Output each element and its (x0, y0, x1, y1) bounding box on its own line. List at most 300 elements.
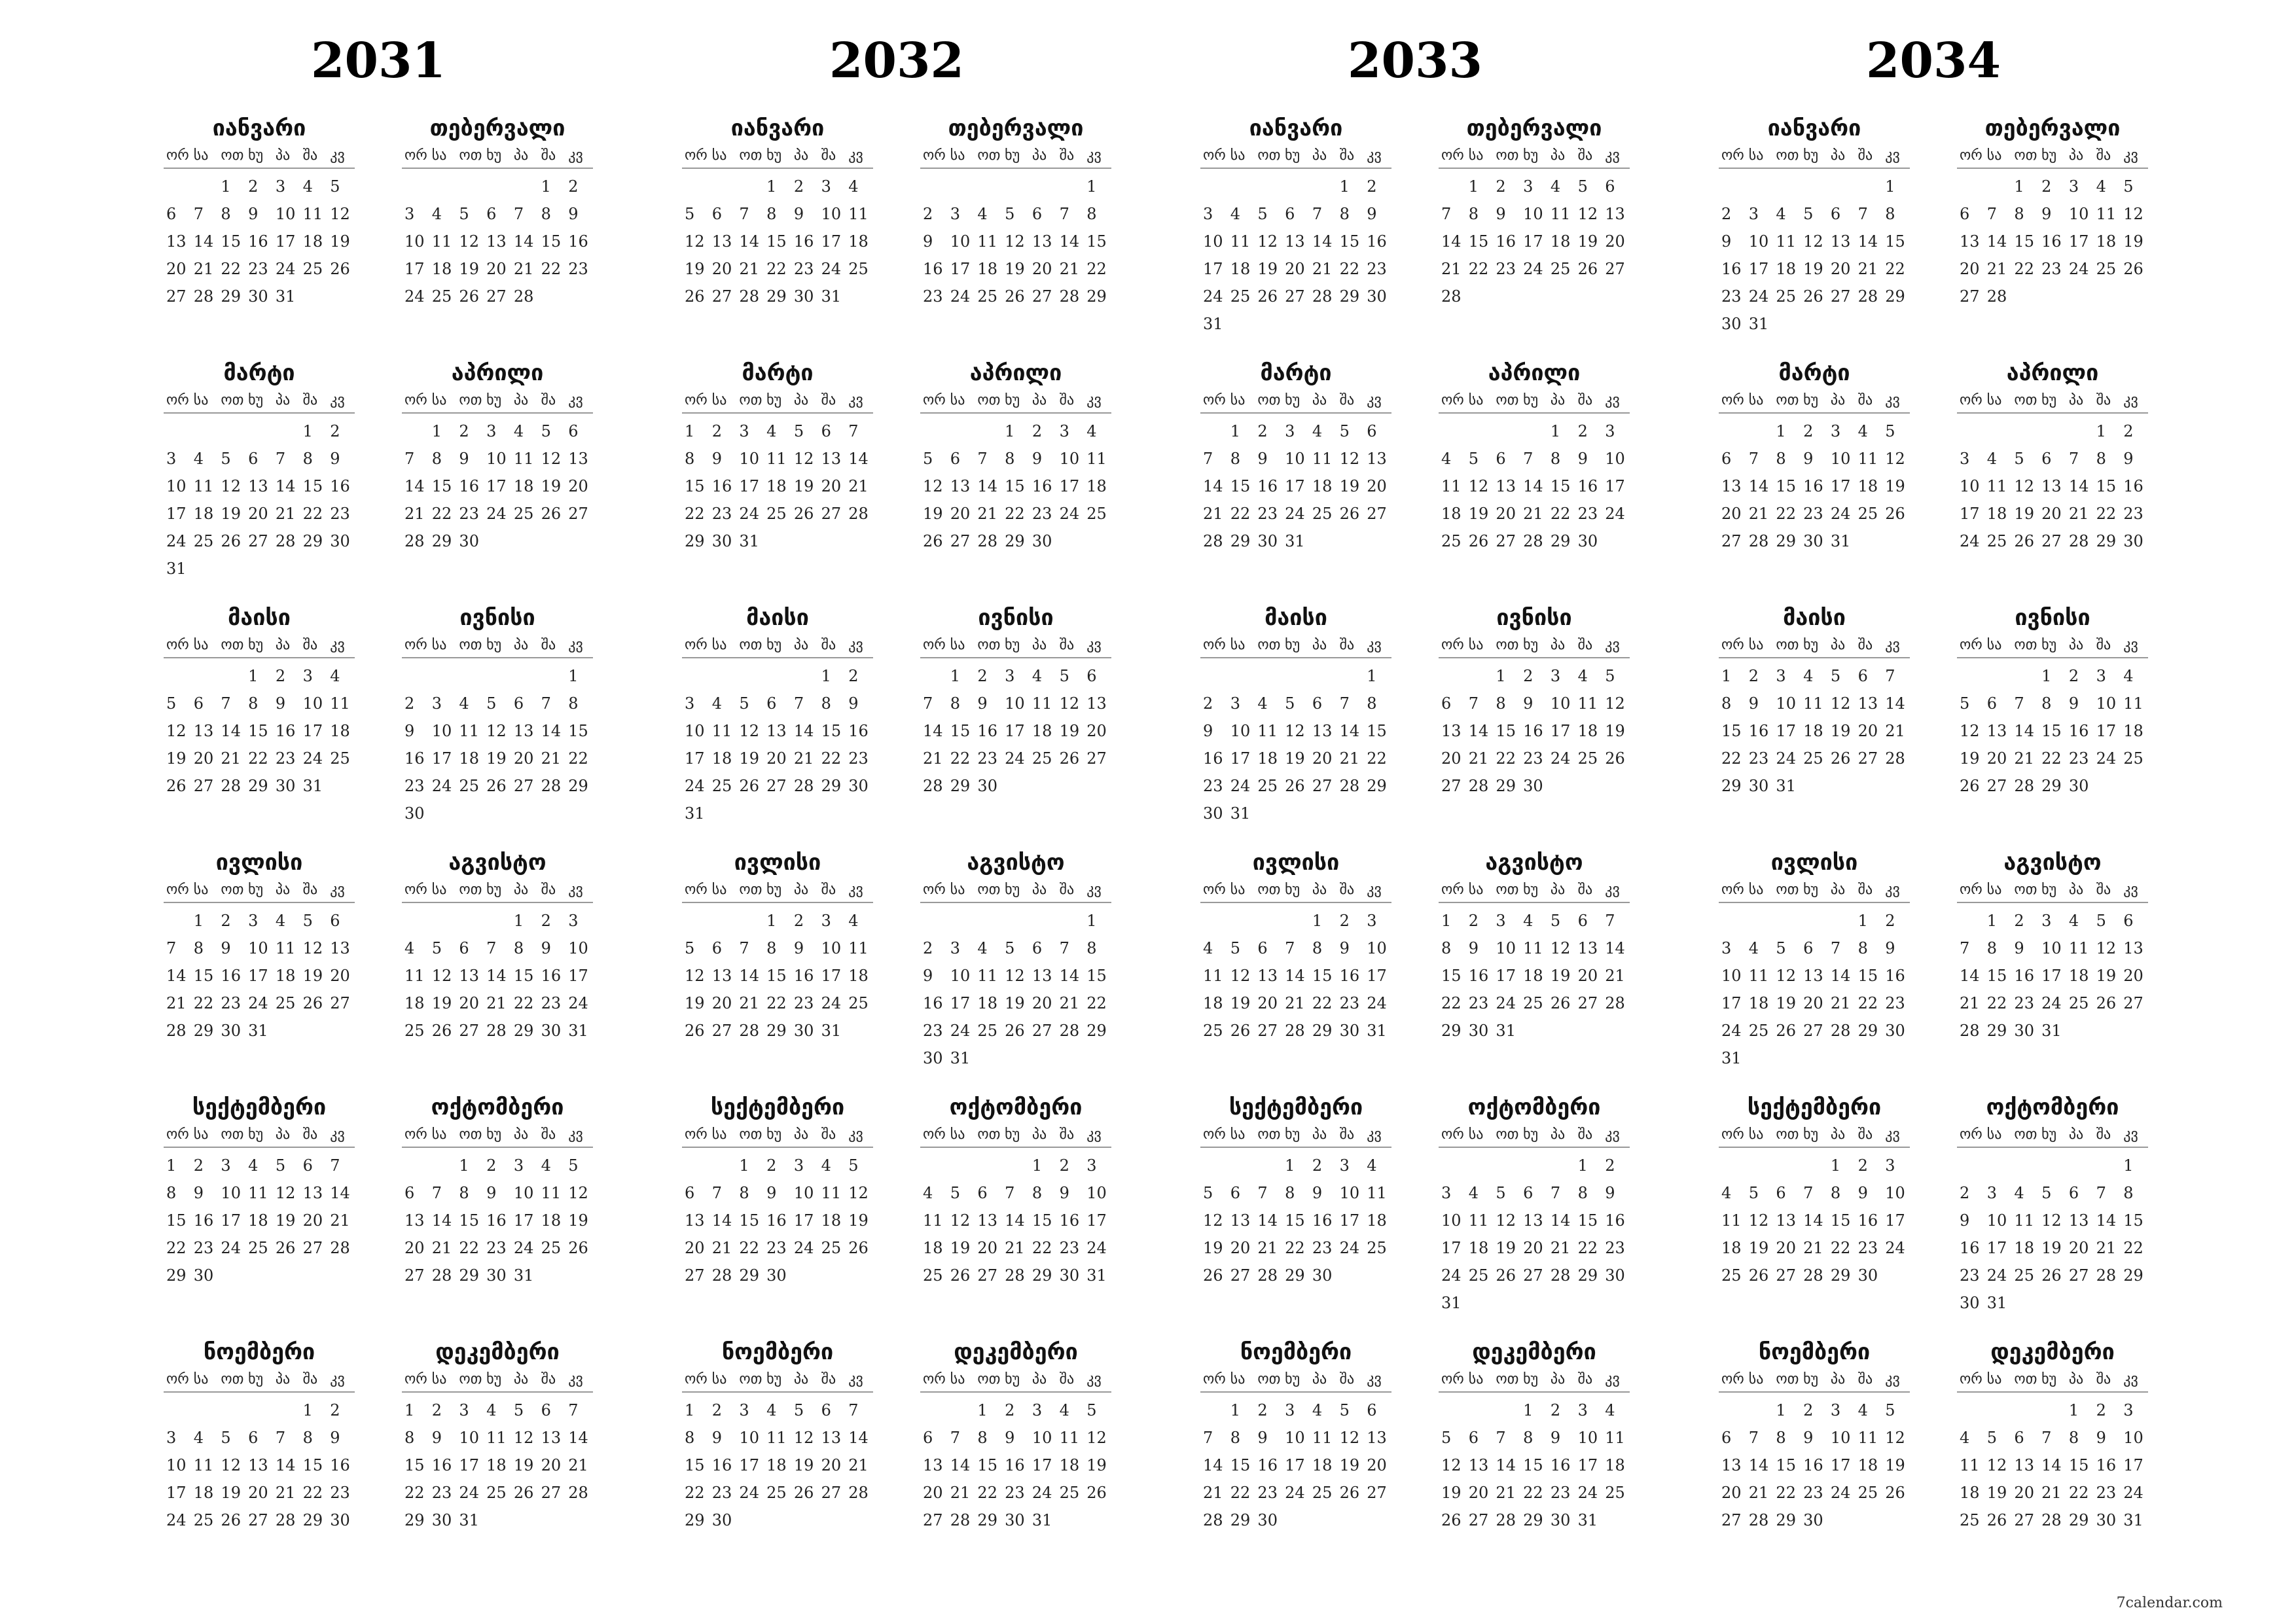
day-cell: 6 (1605, 177, 1615, 196)
day-cell: 24 (1960, 532, 1980, 550)
weekday-label: შა (821, 636, 836, 653)
day-cell: 4 (977, 939, 988, 957)
day-cell: 6 (1086, 667, 1097, 685)
month-name: ივლისი (734, 849, 821, 876)
weekday-label: კვ (2123, 1126, 2138, 1143)
day-cell: 15 (1550, 477, 1571, 495)
day-cell: 29 (2068, 1511, 2089, 1529)
day-cell: 18 (923, 1239, 943, 1257)
day-cell: 19 (302, 967, 323, 985)
day-cell: 26 (1468, 532, 1489, 550)
weekday-label: შა (1577, 147, 1593, 164)
month-name: სექტემბერი (710, 1094, 845, 1120)
weekday-label: შა (302, 391, 318, 408)
day-cell: 19 (2041, 1239, 2062, 1257)
day-grid (402, 1152, 593, 1289)
day-cell: 4 (977, 205, 988, 223)
day-cell: 23 (1468, 994, 1489, 1012)
day-cell: 20 (248, 1484, 268, 1502)
day-cell: 2 (1721, 205, 1732, 223)
month-block (1719, 603, 1910, 848)
day-cell: 26 (793, 505, 814, 523)
day-cell: 28 (1257, 1266, 1278, 1285)
day-cell: 1 (1441, 912, 1452, 930)
day-cell: 10 (248, 939, 268, 957)
day-cell: 3 (1986, 1184, 1997, 1202)
day-cell: 13 (166, 232, 187, 251)
day-cell: 30 (2123, 532, 2144, 550)
day-cell: 6 (950, 450, 960, 468)
day-cell: 21 (923, 749, 943, 768)
day-cell: 22 (1830, 1239, 1851, 1257)
day-cell: 25 (541, 1239, 562, 1257)
weekday-label: ხუ (1803, 147, 1819, 164)
day-cell: 22 (1086, 994, 1107, 1012)
day-cell: 14 (541, 722, 562, 740)
day-cell: 28 (1830, 1022, 1851, 1040)
months-grid (648, 114, 1145, 1582)
day-cell: 5 (1005, 939, 1015, 957)
day-cell: 10 (1577, 1429, 1598, 1447)
day-cell: 8 (1523, 1429, 1534, 1447)
day-cell: 27 (1960, 287, 1980, 306)
day-cell: 15 (431, 477, 452, 495)
weekday-label: ორ (1441, 636, 1464, 653)
weekday-label: შა (541, 391, 556, 408)
day-cell: 22 (1550, 505, 1571, 523)
weekday-label: ხუ (1523, 391, 1539, 408)
day-cell: 5 (950, 1184, 960, 1202)
day-cell: 27 (711, 1022, 732, 1040)
day-cell: 19 (1550, 967, 1571, 985)
weekday-header (1200, 632, 1391, 658)
weekday-label: სა (1986, 147, 2002, 164)
day-cell: 23 (1803, 505, 1823, 523)
day-cell: 19 (1605, 722, 1625, 740)
day-cell: 14 (2041, 1456, 2062, 1474)
day-cell: 14 (793, 722, 814, 740)
day-cell: 2 (248, 177, 259, 196)
day-cell: 19 (848, 1211, 869, 1230)
day-cell: 16 (1885, 967, 1905, 985)
month-block (164, 359, 355, 603)
day-cell: 2 (1367, 177, 1377, 196)
day-cell: 2 (1312, 1156, 1323, 1175)
weekday-label: პა (793, 1126, 809, 1143)
month-name: მაისი (1265, 605, 1327, 631)
day-cell: 1 (1496, 667, 1506, 685)
day-cell: 22 (766, 260, 787, 278)
day-cell: 26 (1803, 287, 1823, 306)
day-cell: 15 (1776, 1456, 1796, 1474)
day-cell: 2 (275, 667, 286, 685)
weekday-label: ოთ (977, 391, 1001, 408)
day-cell: 19 (221, 505, 241, 523)
day-cell: 26 (1986, 1511, 2007, 1529)
day-cell: 17 (1059, 477, 1080, 495)
day-cell: 16 (2014, 967, 2034, 985)
weekday-label: სა (193, 147, 209, 164)
day-cell: 27 (1857, 749, 1878, 768)
day-cell: 29 (1885, 287, 1905, 306)
day-cell: 24 (739, 1484, 759, 1502)
day-cell: 11 (541, 1184, 562, 1202)
day-cell: 4 (711, 694, 722, 713)
day-cell: 12 (568, 1184, 588, 1202)
day-cell: 29 (404, 1511, 425, 1529)
day-cell: 5 (1285, 694, 1295, 713)
day-cell: 25 (1960, 1511, 1980, 1529)
day-grid (1439, 662, 1630, 800)
month-block (1719, 114, 1910, 359)
day-cell: 27 (513, 777, 534, 795)
day-cell: 5 (1577, 177, 1588, 196)
day-cell: 9 (1721, 232, 1732, 251)
day-cell: 2 (1523, 667, 1534, 685)
weekday-header (1719, 877, 1910, 903)
day-cell: 23 (1257, 1484, 1278, 1502)
day-cell: 11 (923, 1211, 943, 1230)
day-cell: 14 (431, 1211, 452, 1230)
weekday-label: პა (1312, 1126, 1327, 1143)
day-cell: 26 (459, 287, 479, 306)
day-cell: 26 (1339, 1484, 1360, 1502)
day-cell: 27 (1257, 1022, 1278, 1040)
day-cell: 22 (1496, 749, 1516, 768)
day-cell: 19 (568, 1211, 588, 1230)
weekday-label: სა (950, 881, 965, 898)
day-cell: 27 (1285, 287, 1305, 306)
day-cell: 20 (404, 1239, 425, 1257)
weekday-label: სა (1230, 1126, 1246, 1143)
day-cell: 20 (766, 749, 787, 768)
weekday-label: კვ (848, 1370, 863, 1387)
day-cell: 14 (848, 450, 869, 468)
month-name: ნოემბერი (203, 1339, 315, 1365)
day-cell: 31 (950, 1049, 971, 1067)
day-cell: 21 (1960, 994, 1980, 1012)
day-cell: 28 (275, 1511, 296, 1529)
day-cell: 8 (766, 939, 777, 957)
day-cell: 16 (848, 722, 869, 740)
weekday-label: ხუ (766, 636, 782, 653)
day-cell: 18 (1203, 994, 1223, 1012)
day-cell: 6 (1830, 205, 1841, 223)
day-cell: 24 (221, 1239, 241, 1257)
day-grid (402, 418, 593, 555)
day-cell: 23 (1367, 260, 1387, 278)
day-cell: 30 (2014, 1022, 2034, 1040)
day-cell: 19 (2096, 967, 2117, 985)
day-cell: 1 (1339, 177, 1350, 196)
day-cell: 9 (1203, 722, 1213, 740)
day-cell: 29 (1285, 1266, 1305, 1285)
day-cell: 5 (1803, 205, 1814, 223)
day-cell: 8 (166, 1184, 177, 1202)
day-cell: 22 (685, 1484, 705, 1502)
day-cell: 9 (711, 1429, 722, 1447)
day-cell: 1 (1986, 912, 1997, 930)
day-cell: 17 (1441, 1239, 1462, 1257)
day-cell: 10 (302, 694, 323, 713)
year-title: 2033 (1348, 33, 1482, 89)
day-cell: 10 (685, 722, 705, 740)
day-cell: 18 (766, 477, 787, 495)
weekday-label: ორ (166, 636, 189, 653)
day-cell: 12 (1339, 1429, 1360, 1447)
day-cell: 10 (1441, 1211, 1462, 1230)
day-cell: 22 (950, 749, 971, 768)
day-grid (164, 173, 355, 310)
day-cell: 1 (685, 1401, 695, 1419)
day-cell: 28 (513, 287, 534, 306)
day-cell: 26 (221, 532, 241, 550)
month-block (164, 114, 355, 359)
day-cell: 25 (2068, 994, 2089, 1012)
weekday-label: კვ (1367, 1370, 1382, 1387)
months-grid (1685, 114, 2182, 1582)
weekday-label: ოთ (1496, 636, 1519, 653)
weekday-label: ოთ (1257, 147, 1281, 164)
month-name: ივნისი (978, 605, 1054, 631)
day-cell: 21 (193, 260, 214, 278)
day-cell: 25 (1257, 777, 1278, 795)
day-cell: 22 (766, 994, 787, 1012)
weekday-label: ხუ (766, 1126, 782, 1143)
day-cell: 28 (1496, 1511, 1516, 1529)
day-cell: 17 (221, 1211, 241, 1230)
day-grid (1200, 662, 1391, 827)
day-cell: 12 (1496, 1211, 1516, 1230)
day-grid (1719, 173, 1910, 338)
year-block-3 (1685, 31, 2182, 1582)
day-cell: 2 (2014, 912, 2024, 930)
day-cell: 3 (459, 1401, 469, 1419)
day-cell: 22 (1468, 260, 1489, 278)
day-cell: 17 (486, 477, 507, 495)
weekday-label: შა (302, 881, 318, 898)
day-cell: 17 (1230, 749, 1251, 768)
weekday-label: სა (711, 391, 727, 408)
day-grid (920, 418, 1111, 555)
weekday-label: სა (431, 1126, 447, 1143)
day-cell: 31 (568, 1022, 588, 1040)
day-cell: 22 (166, 1239, 187, 1257)
day-cell: 19 (793, 477, 814, 495)
day-cell: 13 (1721, 1456, 1742, 1474)
weekday-header (402, 387, 593, 414)
day-cell: 13 (1031, 967, 1052, 985)
weekday-label: ოთ (221, 391, 244, 408)
day-cell: 10 (1523, 205, 1543, 223)
day-cell: 11 (1468, 1211, 1489, 1230)
day-cell: 18 (1803, 722, 1823, 740)
weekday-label: შა (1857, 391, 1873, 408)
day-cell: 7 (1441, 205, 1452, 223)
weekday-label: ოთ (739, 147, 762, 164)
day-cell: 15 (1468, 232, 1489, 251)
weekday-label: შა (302, 1370, 318, 1387)
weekday-label: ორ (685, 636, 708, 653)
day-cell: 1 (221, 177, 231, 196)
day-cell: 23 (1577, 505, 1598, 523)
day-cell: 5 (739, 694, 749, 713)
day-cell: 29 (513, 1022, 534, 1040)
day-cell: 5 (793, 1401, 804, 1419)
day-cell: 6 (1960, 205, 1970, 223)
day-cell: 26 (793, 1484, 814, 1502)
day-cell: 27 (977, 1266, 997, 1285)
day-cell: 13 (248, 1456, 268, 1474)
day-cell: 15 (1312, 967, 1333, 985)
day-cell: 26 (1203, 1266, 1223, 1285)
day-cell: 24 (1721, 1022, 1742, 1040)
day-grid (1200, 907, 1391, 1044)
day-cell: 6 (2014, 1429, 2024, 1447)
day-cell: 6 (1468, 1429, 1479, 1447)
day-cell: 20 (1577, 967, 1598, 985)
day-cell: 4 (1203, 939, 1213, 957)
day-cell: 12 (1203, 1211, 1223, 1230)
day-cell: 20 (1441, 749, 1462, 768)
day-cell: 5 (1441, 1429, 1452, 1447)
day-cell: 15 (166, 1211, 187, 1230)
day-cell: 15 (766, 967, 787, 985)
day-cell: 20 (1367, 1456, 1387, 1474)
day-cell: 10 (1285, 450, 1305, 468)
day-cell: 9 (330, 1429, 340, 1447)
day-cell: 18 (711, 749, 732, 768)
day-cell: 26 (2041, 1266, 2062, 1285)
weekday-label: პა (275, 881, 291, 898)
day-cell: 13 (821, 450, 842, 468)
day-cell: 27 (486, 287, 507, 306)
day-cell: 12 (1441, 1456, 1462, 1474)
day-cell: 17 (1605, 477, 1625, 495)
day-cell: 14 (950, 1456, 971, 1474)
weekday-label: კვ (1086, 1370, 1102, 1387)
day-cell: 16 (2041, 232, 2062, 251)
day-cell: 23 (486, 1239, 507, 1257)
weekday-label: ოთ (977, 636, 1001, 653)
day-cell: 27 (1776, 1266, 1796, 1285)
weekday-label: კვ (1885, 391, 1900, 408)
day-cell: 21 (1496, 1484, 1516, 1502)
weekday-label: კვ (1605, 147, 1620, 164)
weekday-label: სა (1986, 881, 2002, 898)
day-cell: 18 (977, 994, 997, 1012)
day-cell: 11 (1312, 450, 1333, 468)
day-cell: 30 (1960, 1294, 1980, 1312)
day-cell: 21 (1885, 722, 1905, 740)
day-cell: 2 (2096, 1401, 2106, 1419)
day-cell: 31 (821, 1022, 842, 1040)
day-cell: 8 (1367, 694, 1377, 713)
day-cell: 9 (1031, 450, 1043, 468)
day-cell: 9 (1885, 939, 1895, 957)
month-block (1957, 603, 2148, 848)
day-cell: 25 (848, 994, 869, 1012)
day-cell: 11 (1776, 232, 1796, 251)
day-cell: 13 (1230, 1211, 1251, 1230)
day-cell: 21 (1857, 260, 1878, 278)
month-name: აპრილი (451, 360, 544, 386)
day-cell: 13 (1367, 450, 1387, 468)
month-block (920, 603, 1111, 848)
weekday-label: ხუ (1803, 636, 1819, 653)
day-cell: 30 (711, 532, 732, 550)
day-cell: 7 (193, 205, 204, 223)
weekday-label: კვ (1605, 391, 1620, 408)
weekday-label: ხუ (2041, 1370, 2057, 1387)
year-block-1 (648, 31, 1145, 1582)
day-cell: 28 (1523, 532, 1543, 550)
day-cell: 21 (1441, 260, 1462, 278)
weekday-label: ორ (1203, 147, 1226, 164)
day-cell: 4 (330, 667, 340, 685)
day-cell: 5 (275, 1156, 286, 1175)
day-grid (682, 418, 873, 555)
weekday-label: სა (711, 147, 727, 164)
day-cell: 7 (848, 422, 859, 440)
month-name: ნოემბერი (1240, 1339, 1352, 1365)
weekday-label: სა (1748, 636, 1764, 653)
day-cell: 18 (848, 967, 869, 985)
day-cell: 25 (1031, 749, 1052, 768)
day-cell: 3 (1285, 422, 1295, 440)
day-cell: 23 (2096, 1484, 2117, 1502)
year-title: 2034 (1866, 33, 2001, 89)
day-cell: 28 (1550, 1266, 1571, 1285)
weekday-header (1439, 1122, 1630, 1148)
day-cell: 15 (2096, 477, 2117, 495)
month-name: სექტემბერი (1229, 1094, 1363, 1120)
day-cell: 20 (1776, 1239, 1796, 1257)
day-cell: 20 (1367, 477, 1387, 495)
day-cell: 7 (848, 1401, 859, 1419)
day-cell: 19 (1285, 749, 1305, 768)
day-cell: 17 (2068, 232, 2089, 251)
day-cell: 9 (404, 722, 415, 740)
day-cell: 24 (821, 994, 842, 1012)
day-cell: 16 (1721, 260, 1742, 278)
day-cell: 31 (1230, 804, 1251, 823)
day-cell: 16 (923, 260, 943, 278)
day-cell: 19 (330, 232, 350, 251)
day-cell: 17 (1776, 722, 1796, 740)
weekday-label: ოთ (739, 1370, 762, 1387)
weekday-label: შა (541, 147, 556, 164)
day-cell: 2 (193, 1156, 204, 1175)
day-cell: 9 (1339, 939, 1350, 957)
day-cell: 4 (1803, 667, 1814, 685)
day-cell: 11 (1857, 450, 1878, 468)
day-cell: 13 (1257, 967, 1278, 985)
day-cell: 24 (1285, 505, 1305, 523)
day-cell: 30 (1257, 1511, 1278, 1529)
day-cell: 1 (1230, 422, 1240, 440)
day-cell: 25 (766, 1484, 787, 1502)
day-cell: 14 (1312, 232, 1333, 251)
weekday-header (164, 1122, 355, 1148)
day-cell: 24 (1830, 1484, 1851, 1502)
day-cell: 14 (1059, 232, 1080, 251)
day-cell: 16 (330, 1456, 350, 1474)
day-cell: 8 (2096, 450, 2106, 468)
day-cell: 15 (2014, 232, 2034, 251)
day-cell: 4 (848, 177, 859, 196)
weekday-label: სა (1468, 881, 1484, 898)
